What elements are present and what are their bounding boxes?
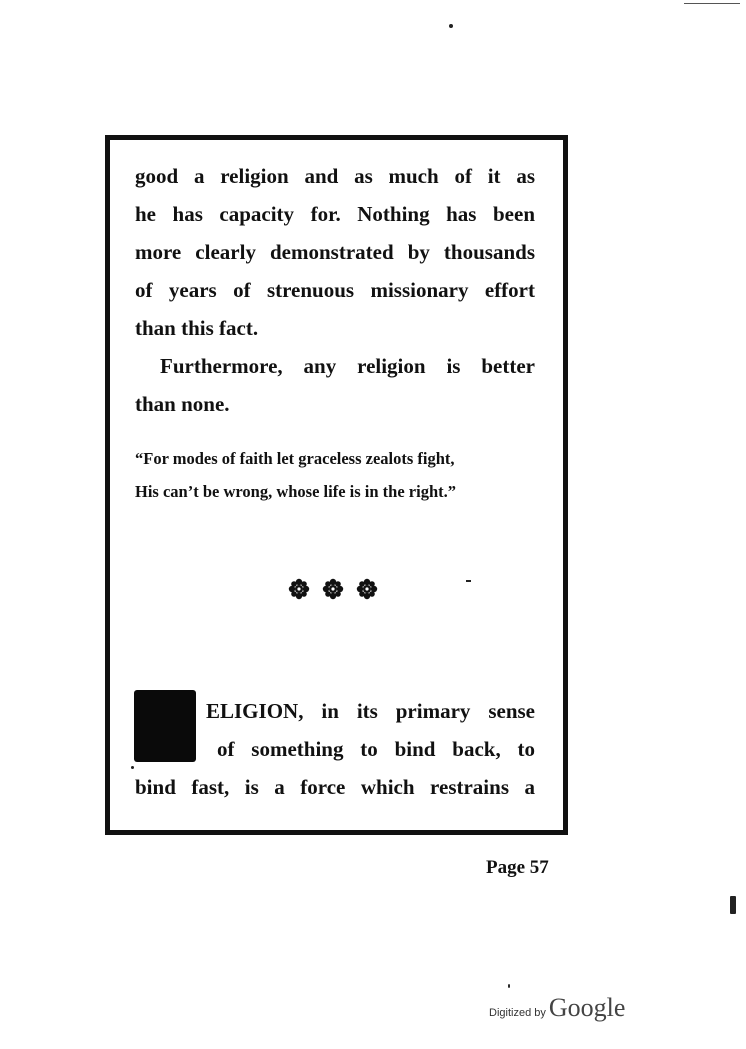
- google-logo: Google: [548, 993, 626, 1022]
- rosette-icon: [288, 578, 310, 600]
- rosette-icon: [322, 578, 344, 600]
- text-line: more clearly demonstrated by thousands: [135, 240, 535, 264]
- drop-cap-block: [134, 690, 196, 762]
- text-line: than this fact.: [135, 316, 259, 340]
- scan-speck: [730, 896, 736, 914]
- rosette-icon: [356, 578, 378, 600]
- scan-speck: [508, 984, 510, 988]
- quote-line: “For modes of faith let graceless zealots fight,: [135, 449, 455, 468]
- text-line: of years of strenuous missionary effort: [135, 278, 535, 302]
- digitized-watermark: [489, 993, 625, 1023]
- text-line: Furthermore, any religion is better: [160, 354, 535, 378]
- text-line: he has capacity for. Nothing has been: [135, 202, 535, 226]
- quote-line: His can’t be wrong, whose life is in the right.”: [135, 482, 456, 501]
- text-line: than none.: [135, 392, 230, 416]
- section-ornament: [288, 577, 378, 601]
- text-line: ELIGION, in its primary sense: [206, 699, 535, 723]
- text-line: bind fast, is a force which restrains a: [135, 775, 535, 799]
- scan-edge-rule: [684, 3, 740, 4]
- page-number: Page 57: [486, 857, 549, 878]
- text-line: good a religion and as much of it as: [135, 164, 535, 188]
- scan-speck: [449, 24, 453, 28]
- watermark-prefix: Digitized by: [489, 1007, 546, 1019]
- text-line: of something to bind back, to: [217, 737, 535, 761]
